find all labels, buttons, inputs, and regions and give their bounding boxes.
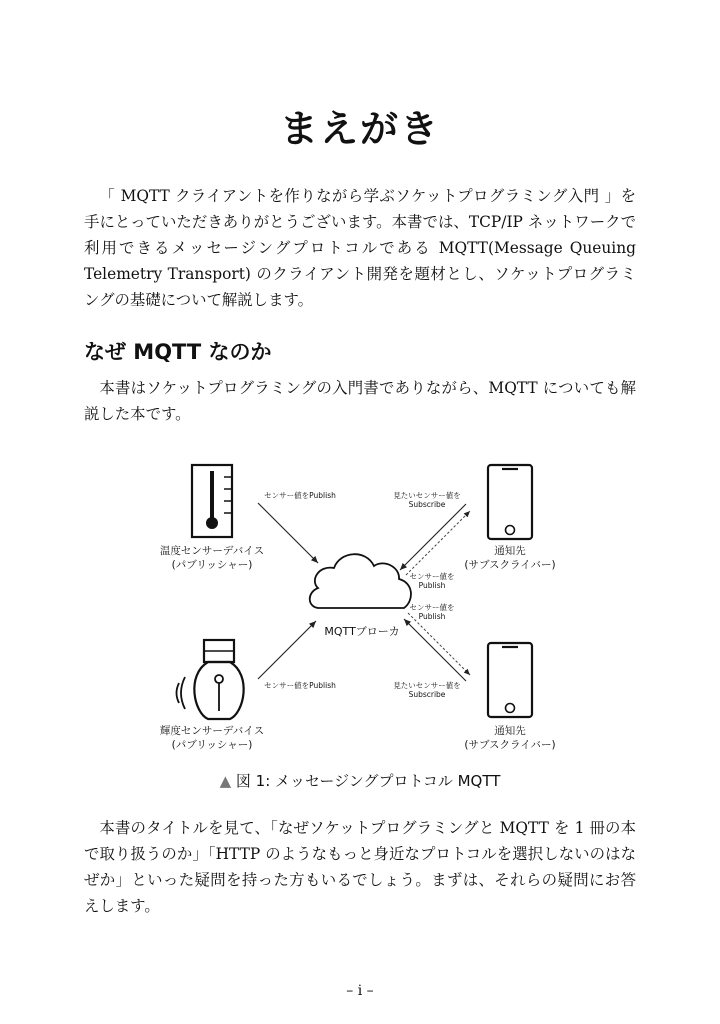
publish-label-bottom-left: センサー値をPublish — [264, 681, 336, 690]
subscribe-label-bottom-right: 見たいセンサー値を — [393, 681, 461, 690]
publish-label-top-left: センサー値をPublish — [264, 491, 336, 500]
section-heading: なぜ MQTT なのか — [84, 340, 272, 364]
light-sensor-role: (パブリッシャー) — [171, 739, 253, 751]
cloud-icon — [310, 554, 411, 608]
subscriber-top-label: 通知先 — [494, 545, 526, 557]
subscriber-top-role: (サブスクライバー) — [464, 559, 556, 571]
temp-sensor-role: (パブリッシャー) — [171, 559, 253, 571]
subscribe-label-bottom-right-2: Subscribe — [408, 690, 446, 699]
temp-sensor-label: 温度センサーデバイス — [159, 545, 265, 557]
subscribe-label-top-right-2: Subscribe — [408, 500, 446, 509]
publish-arrow-top-left — [258, 503, 318, 563]
light-bulb-icon — [177, 640, 244, 719]
deliver-arrow-bottom-right — [408, 613, 470, 675]
page-title: まえがき — [279, 107, 440, 151]
figure-caption — [0, 770, 720, 791]
subscribe-arrow-top-right — [400, 504, 466, 570]
deliver-arrow-top-right — [406, 511, 470, 575]
caption-triangle-icon: ▲ — [219, 772, 232, 790]
deliver-label-top-right: センサー値を — [409, 572, 455, 581]
broker-label: MQTTブローカ — [324, 625, 400, 638]
mqtt-diagram — [0, 455, 720, 775]
phone-icon — [488, 465, 532, 539]
subscribe-arrow-bottom-right — [404, 619, 466, 681]
phone-icon — [488, 643, 532, 717]
subscriber-bottom-role: (サブスクライバー) — [464, 739, 556, 751]
section-paragraph: 本書はソケットプログラミングの入門書でありながら、MQTT についても解説した本です。 — [84, 379, 636, 423]
deliver-label-bottom-right-2: Publish — [418, 612, 446, 621]
light-sensor-label: 輝度センサーデバイス — [159, 725, 265, 737]
intro-paragraph: 「 MQTT クライアントを作りながら学ぶソケットプログラミング入門 」を手にとっていただきありがとうございます。本書では、TCP/IP ネットワークで利用できるメッセージングプロトコルである MQTT(Message Queuing Telemetry Transport) のクライアント開発を題材とし、ソケットプログラミングの基礎について解説します。 — [84, 187, 636, 309]
subscribe-label-top-right: 見たいセンサー値を — [393, 491, 461, 500]
deliver-label-bottom-right: センサー値を — [409, 603, 455, 612]
deliver-label-top-right-2: Publish — [418, 581, 446, 590]
subscriber-bottom-label: 通知先 — [494, 725, 526, 737]
page-number: – i – — [346, 983, 374, 999]
publish-arrow-bottom-left — [258, 621, 316, 679]
thermometer-icon — [192, 465, 232, 537]
figure-caption-text: 図 1: メッセージングプロトコル MQTT — [235, 772, 501, 790]
closing-paragraph: 本書のタイトルを見て、「なぜソケットプログラミングと MQTT を 1 冊の本で取り扱うのか」「HTTP のようなもっと身近なプロトコルを選択しないのはなぜか」といった疑問を持った方もいるでしょう。まずは、それらの疑問にお答えします。 — [84, 819, 636, 915]
